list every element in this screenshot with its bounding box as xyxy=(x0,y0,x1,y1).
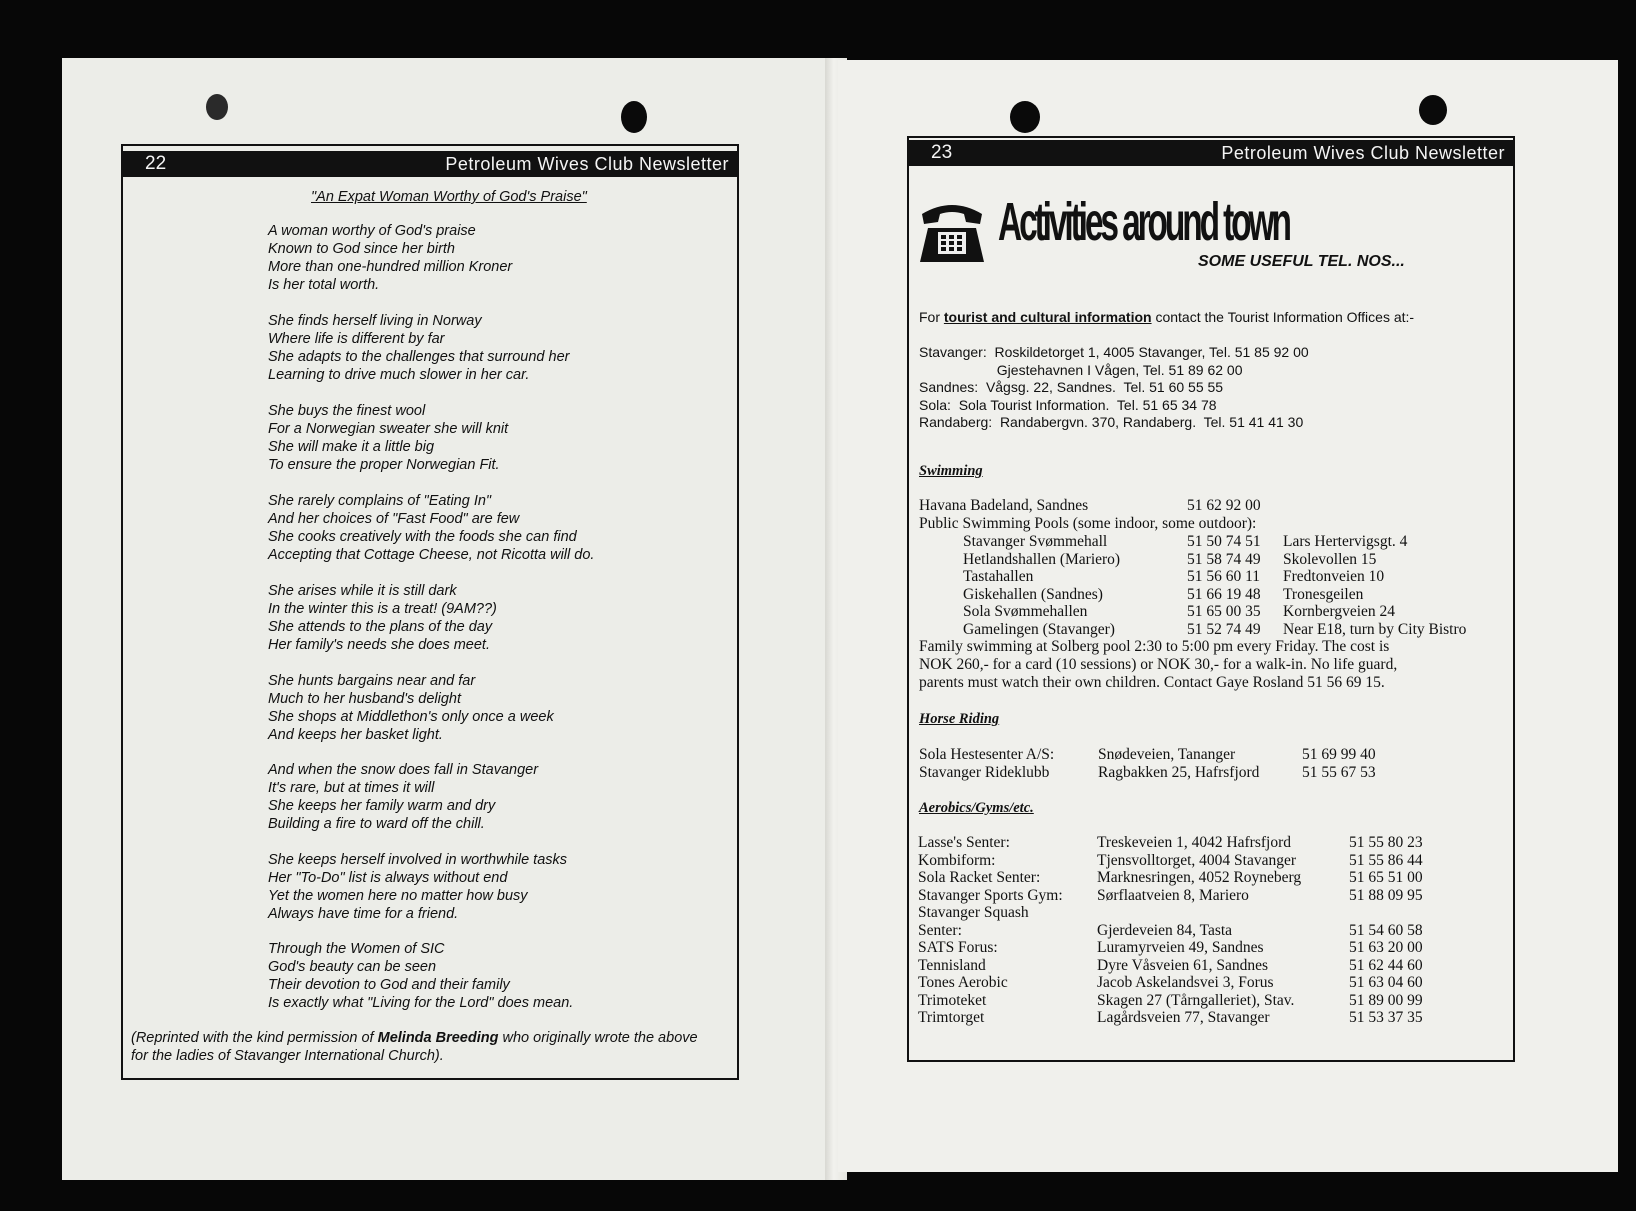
pool-address: Tronesgeilen xyxy=(1283,585,1364,603)
poem-line: Their devotion to God and their family xyxy=(268,977,510,993)
poem-line: She cooks creatively with the foods she can find xyxy=(268,529,577,545)
credit-text: who originally wrote the above xyxy=(498,1030,698,1046)
pool-phone: 51 58 74 49 xyxy=(1187,550,1261,568)
poem-line: She adapts to the challenges that surround her xyxy=(268,349,570,365)
poem-line: God's beauty can be seen xyxy=(268,959,437,975)
riding-name: Stavanger Rideklubb xyxy=(919,764,1050,781)
pool-name: Gamelingen (Stavanger) xyxy=(963,620,1115,638)
poem-line: She arises while it is still dark xyxy=(268,583,457,599)
office-line: Sola: Sola Tourist Information. Tel. 51 65 34 78 xyxy=(919,396,1217,413)
pool-name: Hetlandshallen (Mariero) xyxy=(963,550,1121,568)
pool-phone: 51 65 00 35 xyxy=(1187,603,1261,620)
poem-line: She keeps herself involved in worthwhile tasks xyxy=(268,852,568,868)
poem-line: And her choices of "Fast Food" are few xyxy=(268,511,520,527)
poem-line: She shops at Middlethon's only once a week xyxy=(268,709,554,725)
family-line: NOK 260,- for a card (10 sessions) or NOK 30,- for a walk-in. No life guard, xyxy=(919,656,1398,673)
gym-phone: 51 65 51 00 xyxy=(1349,869,1423,886)
poem-line: And when the snow does fall in Stavanger xyxy=(268,762,539,778)
gym-name: Sola Racket Senter: xyxy=(918,869,1041,886)
gym-phone: 51 63 04 60 xyxy=(1349,974,1423,991)
left-header-bar xyxy=(123,151,737,177)
poem-title: "An Expat Woman Worthy of God's Praise" xyxy=(311,189,587,205)
gym-phone: 51 88 09 95 xyxy=(1349,886,1423,904)
office-line: Gjestehavnen I Vågen, Tel. 51 89 62 00 xyxy=(919,361,1243,378)
poem-line: In the winter this is a treat! (9AM??) xyxy=(268,601,497,617)
public-pools-intro: Public Swimming Pools (some indoor, some outdoor): xyxy=(919,515,1257,532)
telephone-icon xyxy=(918,196,986,266)
gym-name: Trimtorget xyxy=(918,1009,985,1026)
office-line: Sandnes: Vågsg. 22, Sandnes. Tel. 51 60 55 55 xyxy=(919,379,1224,395)
office-line: Randaberg: Randabergvn. 370, Randaberg. Tel. 51 41 41 30 xyxy=(919,414,1304,430)
poem-line: She buys the finest wool xyxy=(268,403,426,419)
gym-name: Senter: xyxy=(918,921,962,939)
riding-phone: 51 69 99 40 xyxy=(1302,746,1376,763)
gym-phone: 51 63 20 00 xyxy=(1349,939,1423,956)
right-header-bar xyxy=(909,140,1513,166)
poem-line: Is exactly what "Living for the Lord" does mean. xyxy=(268,995,574,1011)
pool-phone: 51 66 19 48 xyxy=(1187,585,1261,603)
binder-hole xyxy=(1010,101,1040,133)
badeland-phone: 51 62 92 00 xyxy=(1187,497,1261,514)
gym-address: Lagårdsveien 77, Stavanger xyxy=(1097,1009,1270,1026)
poem-line: Her "To-Do" list is always without end xyxy=(268,870,508,886)
poem-line: Always have time for a friend. xyxy=(268,906,459,922)
newsletter-title: Petroleum Wives Club Newsletter xyxy=(1221,143,1505,163)
tourist-info-link: tourist and cultural information xyxy=(943,309,1152,325)
office-line: Stavanger: Roskildetorget 1, 4005 Stavanger, Tel. 51 85 92 00 xyxy=(919,344,1309,360)
badeland-name: Havana Badeland, Sandnes xyxy=(919,497,1089,514)
pool-address: Lars Hertervigsgt. 4 xyxy=(1283,533,1408,550)
gym-address: Skagen 27 (Tårngalleriet), Stav. xyxy=(1097,991,1295,1009)
riding-address: Ragbakken 25, Hafrsfjord xyxy=(1098,764,1260,781)
poem-line: She keeps her family warm and dry xyxy=(268,798,496,814)
subhead: SOME USEFUL TEL. NOS... xyxy=(1198,253,1405,270)
tourist-intro xyxy=(919,309,1414,325)
poem-line: It's rare, but at times it will xyxy=(268,780,435,796)
binder-hole xyxy=(1419,95,1447,125)
gym-name: Tones Aerobic xyxy=(918,974,1008,991)
gym-address: Dyre Våsveien 61, Sandnes xyxy=(1097,956,1269,974)
poem-line: A woman worthy of God's praise xyxy=(268,223,476,239)
gym-phone: 51 54 60 58 xyxy=(1349,921,1423,939)
poem-line: She attends to the plans of the day xyxy=(268,619,493,635)
aerobics-heading: Aerobics/Gyms/etc. xyxy=(919,800,1034,816)
binder-hole xyxy=(621,101,647,133)
swimming-heading: Swimming xyxy=(919,463,983,479)
gym-name: SATS Forus: xyxy=(918,939,998,956)
pool-address: Fredtonveien 10 xyxy=(1283,568,1385,585)
credit-text: (Reprinted with the kind permission of xyxy=(131,1030,378,1046)
poem-line: Is her total worth. xyxy=(268,277,380,293)
gym-name: Lasse's Senter: xyxy=(918,834,1010,851)
riding-phone: 51 55 67 53 xyxy=(1302,764,1376,781)
pool-name: Giskehallen (Sandnes) xyxy=(963,585,1103,603)
pool-name: Sola Svømmehallen xyxy=(963,603,1088,620)
poem-line: To ensure the proper Norwegian Fit. xyxy=(268,457,500,473)
gym-phone: 51 62 44 60 xyxy=(1349,956,1423,974)
poem-line: And keeps her basket light. xyxy=(268,727,443,743)
newsletter-title: Petroleum Wives Club Newsletter xyxy=(445,154,729,174)
author-name: Melinda Breeding xyxy=(377,1030,499,1046)
gym-address: Gjerdeveien 84, Tasta xyxy=(1097,921,1233,939)
gym-phone: 51 53 37 35 xyxy=(1349,1009,1423,1026)
poem-line: Learning to drive much slower in her car. xyxy=(268,367,530,383)
poem-line: Accepting that Cottage Cheese, not Ricotta will do. xyxy=(268,547,595,563)
poem-line: Through the Women of SIC xyxy=(268,941,445,957)
pool-phone: 51 52 74 49 xyxy=(1187,620,1261,638)
poem-line: Much to her husband's delight xyxy=(268,691,462,707)
riding-address: Snødeveien, Tananger xyxy=(1098,746,1236,763)
poem-line: Known to God since her birth xyxy=(268,241,455,257)
credit-line xyxy=(131,1030,698,1046)
family-line: parents must watch their own children. Contact Gaye Rosland 51 56 69 15. xyxy=(919,674,1385,691)
page-number: 23 xyxy=(931,142,953,163)
family-line: Family swimming at Solberg pool 2:30 to 5:00 pm every Friday. The cost is xyxy=(919,638,1390,655)
gym-phone: 51 55 80 23 xyxy=(1349,834,1423,851)
pool-address: Near E18, turn by City Bistro xyxy=(1283,620,1467,638)
poem-line: More than one-hundred million Kroner xyxy=(268,259,513,275)
gym-name: Tennisland xyxy=(918,956,986,974)
gym-phone: 51 55 86 44 xyxy=(1349,851,1423,869)
gym-name: Stavanger Squash xyxy=(918,904,1029,921)
pool-phone: 51 50 74 51 xyxy=(1187,533,1261,550)
poem-line: She will make it a little big xyxy=(268,439,435,455)
intro-text: For xyxy=(919,309,944,325)
credit-line-2: for the ladies of Stavanger International Church). xyxy=(131,1048,444,1064)
page-number: 22 xyxy=(145,153,167,174)
gym-address: Sørflaatveien 8, Mariero xyxy=(1097,886,1249,904)
activities-headline: Activities around town xyxy=(998,192,1289,252)
gym-name: Kombiform: xyxy=(918,851,996,869)
gym-address: Treskeveien 1, 4042 Hafrsfjord xyxy=(1097,834,1291,851)
pool-phone: 51 56 60 11 xyxy=(1187,568,1261,585)
poem-line: Where life is different by far xyxy=(268,331,445,347)
binder-hole xyxy=(206,94,228,120)
gym-address: Luramyrveien 49, Sandnes xyxy=(1097,939,1264,956)
poem-line: Building a fire to ward off the chill. xyxy=(268,816,485,832)
riding-name: Sola Hestesenter A/S: xyxy=(919,746,1055,763)
poem-line: She rarely complains of "Eating In" xyxy=(268,493,492,509)
tourist-offices xyxy=(919,344,1309,432)
poem-line: She finds herself living in Norway xyxy=(268,313,482,329)
pool-address: Kornbergveien 24 xyxy=(1283,603,1396,620)
poem-line: Yet the women here no matter how busy xyxy=(268,888,528,904)
riding-heading: Horse Riding xyxy=(919,711,1000,727)
pool-name: Stavanger Svømmehall xyxy=(963,533,1108,550)
gym-phone: 51 89 00 99 xyxy=(1349,991,1423,1009)
poem-line: Her family's needs she does meet. xyxy=(268,637,490,653)
poem-line: For a Norwegian sweater she will knit xyxy=(268,421,509,437)
gym-address: Jacob Askelandsvei 3, Forus xyxy=(1097,974,1274,991)
gym-address: Marknesringen, 4052 Royneberg xyxy=(1097,869,1302,886)
pool-address: Skolevollen 15 xyxy=(1283,550,1377,568)
pool-name: Tastahallen xyxy=(963,568,1034,585)
gym-name: Trimoteket xyxy=(918,991,987,1009)
gym-address: Tjensvolltorget, 4004 Stavanger xyxy=(1097,851,1297,869)
gym-name: Stavanger Sports Gym: xyxy=(918,886,1063,904)
poem-line: She hunts bargains near and far xyxy=(268,673,476,689)
intro-text: contact the Tourist Information Offices at:- xyxy=(1151,309,1415,325)
